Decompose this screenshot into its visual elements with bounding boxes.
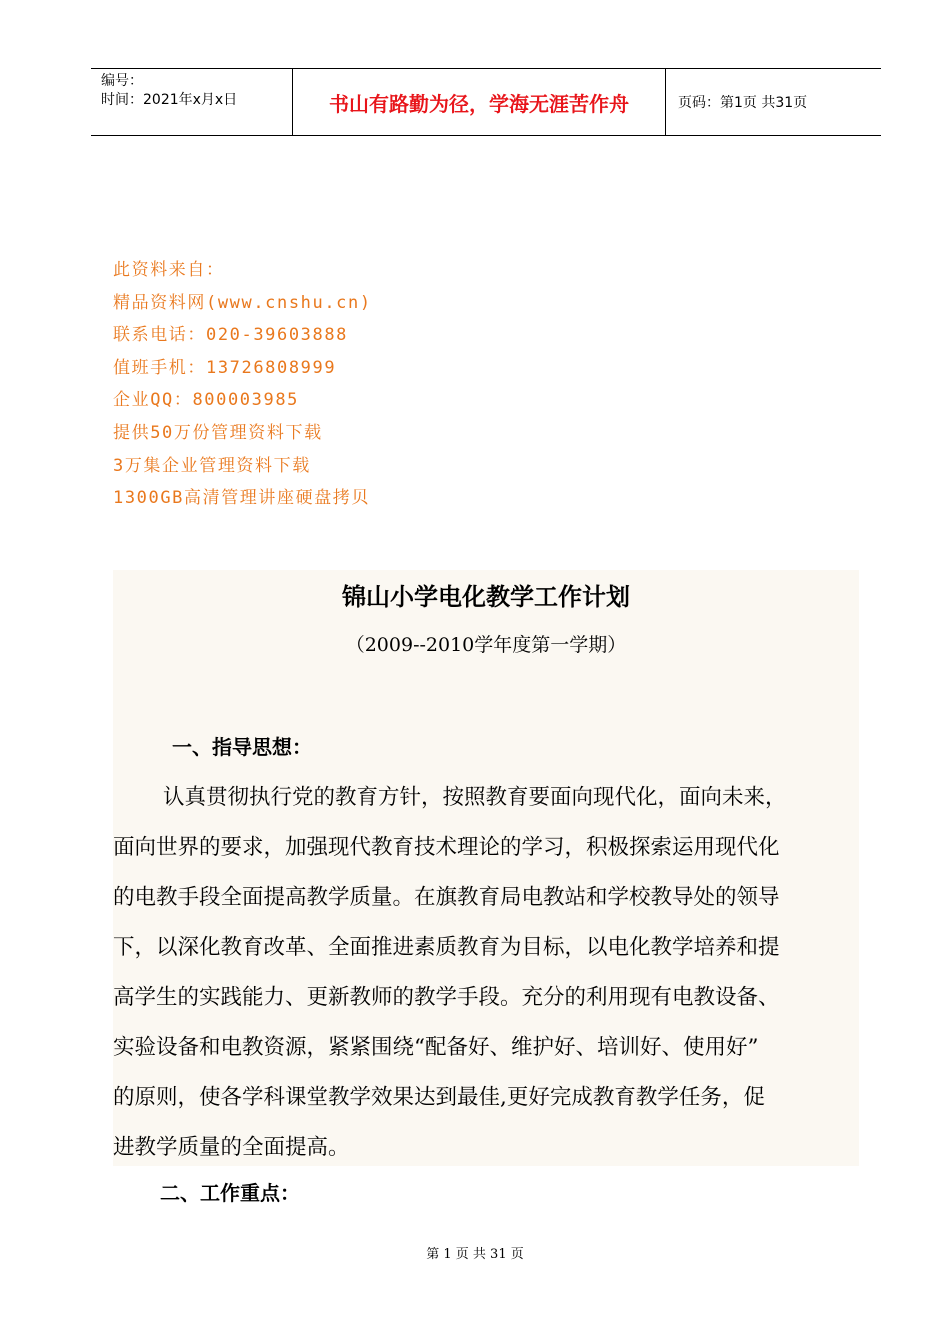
page-footer: 第 1 页 共 31 页 [426,1247,524,1262]
source-line: 3万集企业管理资料下载 [113,455,311,476]
serial-number-label: 编号： [101,73,143,89]
document-header [91,68,881,136]
header-info-cell [91,69,293,135]
header-page-number: 页码：第1页 共31页 [678,95,808,111]
header-motto: 书山有路勤为径，学海无涯苦作舟 [329,92,629,116]
date-label: 时间：2021年x月x日 [101,92,238,108]
paragraph-line: 面向世界的要求，加强现代教育技术理论的学习，积极探索运用现代化 [113,835,780,860]
section-heading-work-focus: 二、工作重点： [160,1181,300,1205]
source-line-website: 精品资料网(www.cnshu.cn) [113,292,372,313]
paragraph-line: 的原则，使各学科课堂教学效果达到最佳,更好完成教育教学任务，促 [113,1085,765,1110]
source-line: 1300GB高清管理讲座硬盘拷贝 [113,488,371,509]
document-subtitle: （2009--2010学年度第一学期） [345,634,627,656]
source-line: 提供50万份管理资料下载 [113,422,323,443]
header-page-cell [666,69,881,135]
header-motto-cell [293,69,666,135]
paragraph-line: 的电教手段全面提高教学质量。在旗教育局电教站和学校教导处的领导 [113,885,780,910]
source-line-phone: 联系电话：020-39603888 [113,325,349,346]
source-line-mobile: 值班手机：13726808999 [113,357,337,378]
source-info-block [113,254,372,515]
paragraph-line: 高学生的实践能力、更新教师的教学手段。充分的利用现有电教设备、 [113,985,780,1010]
document-title: 锦山小学电化教学工作计划 [342,583,630,611]
source-line-qq: 企业QQ：800003985 [113,390,299,411]
paragraph-line: 实验设备和电教资源，紧紧围绕“配备好、维护好、培训好、使用好” [113,1035,759,1060]
paragraph-line: 进教学质量的全面提高。 [113,1135,350,1160]
paragraph-line: 认真贯彻执行党的教育方针，按照教育要面向现代化，面向未来， [163,785,787,810]
section-heading-guiding-ideology: 一、指导思想： [172,735,312,759]
paragraph-line: 下，以深化教育改革、全面推进素质教育为目标，以电化教学培养和提 [113,935,780,960]
source-line: 此资料来自： [113,260,225,280]
